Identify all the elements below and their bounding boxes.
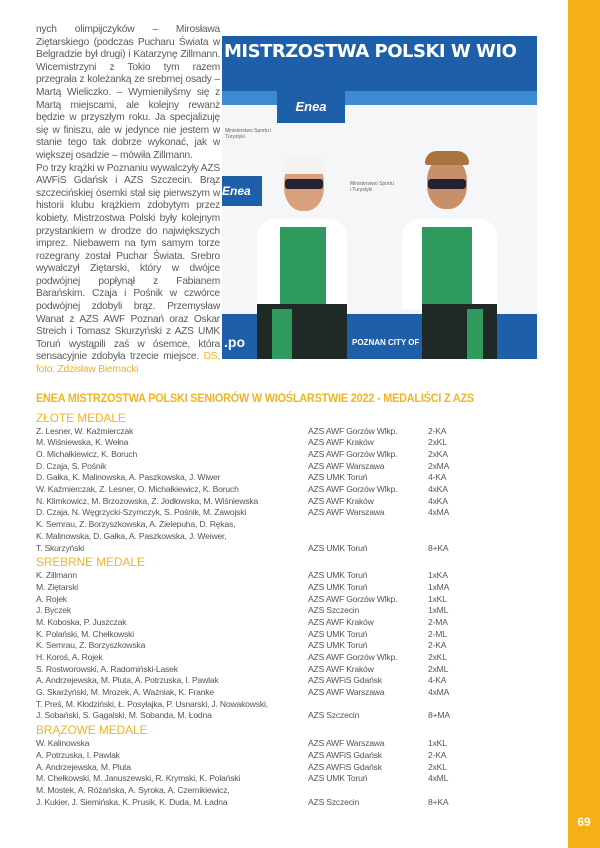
club-cell: AZS AWFiS Gdańsk [308,675,382,686]
boat-class-cell: 2xKL [428,437,447,448]
athletes-cell: K. Zillmann [36,570,77,581]
club-cell: AZS AWF Warszawa [308,460,385,471]
boat-class-cell: 2-KA [428,749,447,760]
table-row [36,750,561,762]
athletes-cell: J. Byczek [36,605,71,616]
athletes-cell: M. Mostek, A. Różańska, A. Syroka, A. Czernikiewicz, [36,784,230,795]
club-cell: AZS AWF Kraków [308,616,374,627]
table-row [36,664,561,676]
table-row [36,640,561,652]
boat-class-cell: 4xML [428,773,449,784]
club-cell: AZS Szczecin [308,710,360,721]
athletes-cell: H. Koroś, A. Rojek [36,652,103,662]
table-row [36,531,561,543]
club-cell: AZS Szczecin [308,605,360,616]
athletes-cell: T. Skurzyński [36,542,85,553]
table-row [36,507,561,519]
athletes-cell: T. Preś, M. Kłodziński, Ł. Posyłajka, P. Usnarski, J. Nowakowski, [36,698,268,709]
table-row [36,687,561,699]
table-row [36,594,561,606]
table-row [36,496,561,508]
table-row [36,797,561,809]
table-row [36,785,561,797]
boat-class-cell: 1xMA [428,581,450,592]
medalists-table [36,410,561,809]
club-cell: AZS Szczecin [308,796,360,807]
club-cell: AZS AWF Warszawa [308,507,385,518]
athletes-cell: A. Andrzejewska, M. Pluta [36,761,131,772]
ministry-logo: Ministerstwo Sportu i Turystyki [225,128,272,140]
club-cell: AZS AWF Kraków [308,495,374,506]
table-row [36,449,561,461]
club-cell: AZS UMK Toruń [308,640,368,651]
article-paragraph: nych olimpijczyków – Mirosława Ziętarskiego (podczas Pucharu Świata w Belgradzie był drugi) i Katarzynę Zillmann. Wicemistrzyni z Tokio tym razem przegrała z koleżanką ze srebrnej osady – Martą Wieliczko. – Wymieniłyśmy się z Martą miejscami, ale kolejny rewanż będzie w przyszłym roku. Ja specjalizuję się w finiszu, ale w jedynce nie jestem w stanie tego tak dobrze wykonać, jak w większej osadzie – mówiła Zillmann. [36,24,220,161]
table-row [36,582,561,594]
club-cell: AZS AWF Gorzów Wlkp. [308,484,398,495]
boat-class-cell: 1xML [428,605,449,616]
boat-class-cell: 2-KA [428,640,447,651]
athletes-cell: D. Gałka, K. Malinowska, A. Paszkowska, J. Wiwer [36,472,221,483]
boat-class-cell: 4-KA [428,472,447,483]
club-cell: AZS AWF Gorzów Wlkp. [308,593,398,604]
table-row [36,543,561,555]
athletes-cell: S. Rostworowski, A. Radomiński-Lasek [36,663,178,674]
table-row [36,570,561,582]
results-title: ENEA MISTRZOSTWA POLSKI SENIORÓW W WIOŚLARSTWIE 2022 - MEDALIŚCI Z AZS [36,390,474,405]
athletes-cell: N. Klimkowicz, M. Brzozowska, Z. Jodłowska, M. Wiśniewska [36,495,259,506]
section-heading: ZŁOTE MEDALE [36,410,126,425]
boat-class-cell: 2xKL [428,761,447,772]
table-row [36,773,561,785]
boat-class-cell: 2-KA [428,425,447,436]
club-cell: AZS AWF Kraków [308,663,374,674]
athletes-cell: A. Potrzuska, I. Pawlak [36,749,120,760]
page-side-bar [568,0,600,848]
athletes-cell: O. Michałkiewicz, K. Boruch [36,449,138,459]
athletes-cell: D. Czaja, S. Pośnik [36,460,107,471]
page-number: 69 [577,815,591,829]
table-row [36,652,561,664]
athletes-cell: A. Rojek [36,593,67,604]
club-cell: AZS UMK Toruń [308,542,368,553]
boat-class-cell: 4xKA [428,495,448,506]
url-text: .po [224,334,245,350]
boat-class-cell: 4xMA [428,687,450,698]
boat-class-cell: 2-MA [428,616,448,627]
club-cell: AZS AWF Kraków [308,437,374,448]
table-row [36,461,561,473]
section-heading: BRĄZOWE MEDALE [36,723,148,738]
boat-class-cell: 2xKL [428,652,447,662]
club-cell: AZS UMK Toruń [308,773,368,784]
club-cell: AZS UMK Toruń [308,570,368,581]
boat-class-cell: 1xKA [428,570,448,581]
table-row [36,519,561,531]
table-row [36,629,561,641]
table-row [36,738,561,750]
photo-credit: DS, foto: Zdzisław Biernacki [36,351,220,376]
athletes-cell: K. Semrau, Z. Borzyszkowska, A. Zielepuha, D. Rękas, [36,519,236,530]
table-row [36,437,561,449]
club-cell: AZS AWF Gorzów Wlkp. [308,652,398,662]
athletes-cell: K. Polański, M. Chełkowski [36,628,134,639]
athletes-cell: A. Andrzejewska, M. Pluta, A. Potrzuska, I. Pawlak [36,675,219,686]
athletes-cell: W. Kalinowska [36,738,90,749]
club-cell: AZS AWF Gorzów Wlkp. [308,425,398,436]
boat-class-cell: 1xKL [428,738,447,749]
article-text [36,24,220,377]
club-cell: AZS AWF Gorzów Wlkp. [308,449,398,459]
table-row [36,710,561,722]
club-cell: AZS AWF Warszawa [308,687,385,698]
table-row [36,472,561,484]
athletes-cell: M. Ziętarski [36,581,79,592]
athletes-cell: M. Chełkowski, M. Januszewski, R. Krymski, K. Polański [36,773,241,784]
boat-class-cell: 4-KA [428,675,447,686]
boat-class-cell: 2xML [428,663,449,674]
table-row [36,699,561,711]
athletes-cell: J. Sobański, S. Gągalski, M. Sobanda, M. Łodna [36,710,212,721]
club-cell: AZS AWFiS Gdańsk [308,761,382,772]
section-heading: SREBRNE MEDALE [36,555,145,570]
club-cell: AZS AWF Warszawa [308,738,385,749]
boat-class-cell: 1xKL [428,593,447,604]
boat-class-cell: 2xKA [428,449,448,459]
poznan-logo-text: POZNAN CITY OF [352,338,420,347]
enea-logo: Enea [222,176,262,206]
table-row [36,617,561,629]
boat-class-cell: 8+KA [428,542,449,553]
boat-class-cell: 4xMA [428,507,450,518]
table-row [36,426,561,438]
athletes-cell: W. Kaźmierczak, Z. Lesner, O. Michałkiewicz, K. Boruch [36,484,239,495]
athletes-cell: Z. Lesner, W. Kaźmierczak [36,425,134,436]
athletes-cell: M. Wiśniewska, K. Wełna [36,437,129,448]
athletes-cell: D. Czaja, N. Węgrzycki-Szymczyk, S. Pośnik, M. Zawojski [36,507,247,518]
boat-class-cell: 8+MA [428,710,450,721]
enea-logo: Enea [277,91,345,123]
athletes-cell: K. Semrau, Z. Borzyszkowska [36,640,146,651]
table-row [36,484,561,496]
athletes-cell: K. Malinowska, D. Gałka, A. Paszkowska, J. Weiwer, [36,530,227,541]
boat-class-cell: 8+KA [428,796,449,807]
table-row [36,605,561,617]
club-cell: AZS AWFiS Gdańsk [308,749,382,760]
club-cell: AZS UMK Toruń [308,628,368,639]
club-cell: AZS UMK Toruń [308,472,368,483]
table-row [36,675,561,687]
table-row [36,762,561,774]
athletes-cell: M. Koboska, P. Juszczak [36,616,127,627]
photo-banner-text: MISTRZOSTWA POLSKI W WIO [222,36,537,91]
club-cell: AZS UMK Toruń [308,581,368,592]
boat-class-cell: 2-ML [428,628,447,639]
page-content [36,24,561,808]
boat-class-cell: 4xKA [428,484,448,495]
article-paragraph: Po trzy krążki w Poznaniu wywalczyły AZS AWFiS Gdańsk i AZS Szczecin. Brąz szczecińskiej ósemki stał się pierwszym w historii klubu krążkiem zdobytym przez kobiety. Mistrzostwa Polski były kolejnym przystankiem w drodze do największych imprez. Niebawem na tym samym torze rozegrany został Puchar Świata. Srebro wywalczył Ziętarski, który w dwójce podwójnej popłynął z Fabianem Barańskim. Czaja i Pośnik w czwórce podwójnej zdobyli brąz. Przemysław Wanat z AZS AWF Poznań oraz Oskar Streich i Tomasz Skurzyński z AZS UMK Toruń wystąpili zaś w ósemce, która sensacyjnie zdobyła trzecie miejsce. [36,162,220,363]
boat-class-cell: 2xMA [428,460,450,471]
ministry-logo: Ministerstwo Sportu i Turystyki [350,181,394,193]
athletes-cell: J. Kukier, J. Siemińska, K. Prusik, K. Duda, M. Ładna [36,796,228,807]
athletes-cell: G. Skarżyński, M. Mrozek, A. Ważniak, K. Franke [36,687,214,698]
